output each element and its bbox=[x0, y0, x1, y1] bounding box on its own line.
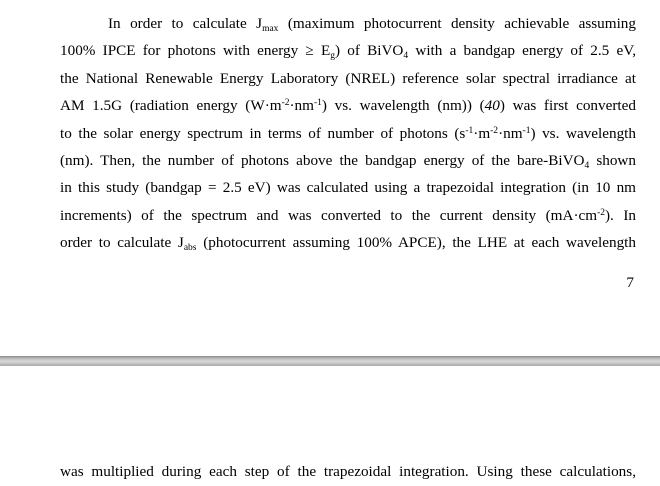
superscript: -2 bbox=[490, 125, 499, 136]
text-line: AM 1.5G (radiation energy $(W\cdot m^{-2}\cdot nm^{-1})$ vs. wavelength (nm)) (40) was first converted bbox=[60, 97, 636, 115]
text-line: was multiplied during each step of the trapezoidal integration. Using these calculations, bbox=[60, 463, 636, 480]
body-paragraph bbox=[60, 458, 636, 485]
subscript: 4 bbox=[403, 51, 409, 62]
text-line: order to calculate $J_{abs}$ (photocurrent assuming 100% APCE), the LHE at each wavelength bbox=[60, 234, 636, 254]
subscript: abs bbox=[183, 243, 197, 254]
document-page-bottom bbox=[0, 366, 660, 486]
text-line: (nm). Then, the number of photons above the bandgap energy of the bare-BiVO$_4$ shown bbox=[60, 151, 636, 171]
text-line: increments) of the spectrum and was converted to the current density $(mA\cdot cm^{-2})$. In bbox=[60, 206, 636, 224]
text-line: in this study (bandgap = 2.5 eV) was calculated using a trapezoidal integration (in 10 nm bbox=[60, 179, 636, 197]
superscript: -1 bbox=[522, 125, 531, 136]
page-separator bbox=[0, 356, 660, 366]
superscript: -2 bbox=[281, 98, 290, 109]
body-paragraph bbox=[60, 10, 636, 257]
text-line: 100% IPCE for photons with energy ≥ $E_g$) of BiVO$_4$ with a bandgap energy of 2.5 eV, bbox=[60, 42, 637, 62]
text-line: the National Renewable Energy Laboratory (NREL) reference solar spectral irradiance at bbox=[60, 69, 636, 87]
citation-number: 40 bbox=[484, 97, 500, 115]
subscript: 4 bbox=[584, 160, 590, 171]
page-number: 7 bbox=[626, 274, 634, 291]
superscript: -1 bbox=[465, 125, 474, 136]
superscript: -1 bbox=[313, 98, 322, 109]
subscript: max bbox=[262, 24, 279, 34]
text-line: to the solar energy spectrum in terms of number of photons $(s^{-1}\cdot m^{-2}\cdot nm^{-1})$ vs. wavelength bbox=[60, 124, 636, 142]
superscript: -2 bbox=[597, 207, 605, 218]
subscript: g bbox=[330, 51, 335, 62]
text-line: In order to calculate $J_{max}$ (maximum photocurrent density achievable assuming bbox=[108, 15, 636, 34]
